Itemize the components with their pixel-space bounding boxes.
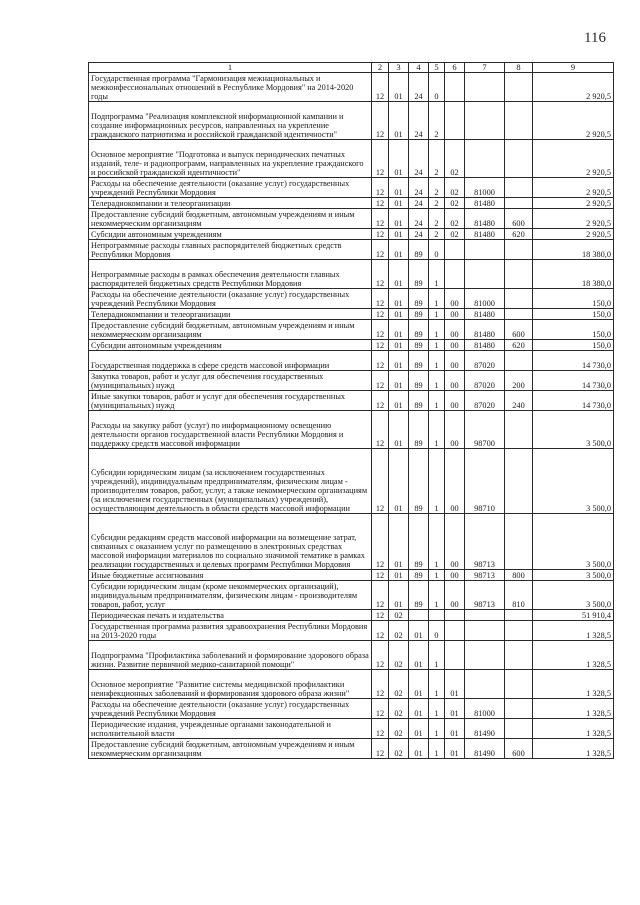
section-code-cell: 12 (372, 289, 389, 309)
section-code-cell: 12 (372, 209, 389, 229)
table-row (89, 739, 614, 759)
table-row (89, 610, 614, 621)
activity-code-cell: 00 (445, 570, 465, 581)
subprogram-code-cell: 2 (429, 102, 445, 140)
section-code-cell: 12 (372, 610, 389, 621)
amount-cell: 14 730,0 (533, 391, 614, 411)
direction-code-cell: 87020 (465, 371, 505, 391)
subsection-code-cell: 01 (389, 351, 409, 371)
expense-type-code-cell (505, 240, 533, 260)
expense-type-code-cell: 800 (505, 570, 533, 581)
subprogram-code-cell: 1 (429, 371, 445, 391)
section-code-cell: 12 (372, 719, 389, 739)
subprogram-code-cell: 1 (429, 641, 445, 670)
program-code-cell: 89 (409, 514, 429, 570)
program-code-cell: 24 (409, 209, 429, 229)
subprogram-code-cell: 0 (429, 240, 445, 260)
amount-cell: 3 500,0 (533, 570, 614, 581)
section-code-cell: 12 (372, 739, 389, 759)
expense-name-cell: Основное мероприятие "Подготовка и выпуск периодических печатных изданий, теле- и радиопрограмм, направленных на укрепление гражданского и российской гражданской идентичности" (89, 140, 372, 178)
activity-code-cell: 00 (445, 340, 465, 351)
table-row (89, 411, 614, 449)
column-header: 2 (372, 63, 389, 73)
amount-cell: 2 920,5 (533, 229, 614, 240)
amount-cell: 2 920,5 (533, 198, 614, 209)
expense-type-code-cell (505, 699, 533, 719)
program-code-cell: 89 (409, 391, 429, 411)
amount-cell: 3 500,0 (533, 411, 614, 449)
column-header: 8 (505, 63, 533, 73)
expense-name-cell: Субсидии юридическим лицам (за исключением государственных учреждений), индивидуальным предпринимателям, физическим лицам - производителям товаров, работ, услуг, а также некоммерческим организациям (за исключением государственных (муниципальных) учреждений), осуществляющим деятельность в области средств массовой информации (89, 449, 372, 514)
activity-code-cell (445, 260, 465, 289)
table-row (89, 670, 614, 699)
program-code-cell: 01 (409, 719, 429, 739)
table-row (89, 699, 614, 719)
subprogram-code-cell: 0 (429, 73, 445, 102)
table-row (89, 621, 614, 641)
section-code-cell: 12 (372, 140, 389, 178)
expense-type-code-cell (505, 289, 533, 309)
program-code-cell: 89 (409, 351, 429, 371)
column-header: 7 (465, 63, 505, 73)
subprogram-code-cell: 2 (429, 229, 445, 240)
program-code-cell: 89 (409, 309, 429, 320)
subprogram-code-cell: 1 (429, 739, 445, 759)
program-code-cell: 89 (409, 581, 429, 610)
direction-code-cell: 87020 (465, 351, 505, 371)
section-code-cell: 12 (372, 198, 389, 209)
expense-name-cell: Предоставление субсидий бюджетным, автономным учреждениям и иным некоммерческим организациям (89, 320, 372, 340)
direction-code-cell: 98713 (465, 570, 505, 581)
direction-code-cell: 81490 (465, 719, 505, 739)
subsection-code-cell: 01 (389, 581, 409, 610)
subprogram-code-cell: 1 (429, 309, 445, 320)
table-row (89, 570, 614, 581)
program-code-cell: 01 (409, 641, 429, 670)
program-code-cell: 01 (409, 739, 429, 759)
budget-table (88, 62, 614, 759)
expense-type-code-cell (505, 621, 533, 641)
column-header: 4 (409, 63, 429, 73)
direction-code-cell: 81480 (465, 229, 505, 240)
program-code-cell: 24 (409, 229, 429, 240)
expense-name-cell: Основное мероприятие "Развитие системы медицинской профилактики неинфекционных заболеваний и формирования здорового образа жизни" (89, 670, 372, 699)
program-code-cell: 01 (409, 621, 429, 641)
subprogram-code-cell: 1 (429, 699, 445, 719)
column-header: 5 (429, 63, 445, 73)
expense-type-code-cell: 600 (505, 739, 533, 759)
expense-name-cell: Предоставление субсидий бюджетным, автономным учреждениям и иным некоммерческим организациям (89, 739, 372, 759)
section-code-cell: 12 (372, 391, 389, 411)
section-code-cell: 12 (372, 340, 389, 351)
direction-code-cell (465, 260, 505, 289)
section-code-cell: 12 (372, 699, 389, 719)
subprogram-code-cell: 1 (429, 670, 445, 699)
subprogram-code-cell: 1 (429, 449, 445, 514)
subsection-code-cell: 01 (389, 371, 409, 391)
expense-name-cell: Субсидии редакциям средств массовой информации на возмещение затрат, связанных с оказанием услуг по размещению в электронных средствах массовой информации материалов по социально значимой тематике в рамках реализации государственных и целевых программ Республики Мордовия (89, 514, 372, 570)
column-header: 1 (89, 63, 372, 73)
amount-cell: 1 328,5 (533, 670, 614, 699)
column-header: 9 (533, 63, 614, 73)
direction-code-cell: 81480 (465, 320, 505, 340)
direction-code-cell (465, 621, 505, 641)
section-code-cell: 12 (372, 229, 389, 240)
subsection-code-cell: 02 (389, 739, 409, 759)
amount-cell: 1 328,5 (533, 621, 614, 641)
expense-type-code-cell (505, 178, 533, 198)
program-code-cell: 89 (409, 289, 429, 309)
section-code-cell: 12 (372, 371, 389, 391)
expense-type-code-cell (505, 198, 533, 209)
expense-name-cell: Расходы на обеспечение деятельности (оказание услуг) государственных учреждений Республики Мордовия (89, 178, 372, 198)
program-code-cell: 01 (409, 670, 429, 699)
activity-code-cell: 02 (445, 229, 465, 240)
expense-name-cell: Предоставление субсидий бюджетным, автономным учреждениям и иным некоммерческим организациям (89, 209, 372, 229)
expense-type-code-cell (505, 670, 533, 699)
section-code-cell: 12 (372, 178, 389, 198)
subsection-code-cell: 01 (389, 240, 409, 260)
expense-type-code-cell (505, 514, 533, 570)
amount-cell: 2 920,5 (533, 102, 614, 140)
subsection-code-cell: 01 (389, 260, 409, 289)
direction-code-cell: 81000 (465, 289, 505, 309)
activity-code-cell: 00 (445, 391, 465, 411)
section-code-cell: 12 (372, 449, 389, 514)
expense-type-code-cell: 600 (505, 320, 533, 340)
subprogram-code-cell (429, 610, 445, 621)
subsection-code-cell: 01 (389, 102, 409, 140)
subprogram-code-cell: 1 (429, 514, 445, 570)
program-code-cell: 89 (409, 411, 429, 449)
expense-name-cell: Субсидии автономным учреждениям (89, 229, 372, 240)
amount-cell: 3 500,0 (533, 581, 614, 610)
amount-cell: 1 328,5 (533, 719, 614, 739)
expense-type-code-cell (505, 351, 533, 371)
table-row (89, 351, 614, 371)
table-row (89, 289, 614, 309)
direction-code-cell: 81480 (465, 340, 505, 351)
activity-code-cell: 01 (445, 670, 465, 699)
expense-type-code-cell (505, 449, 533, 514)
program-code-cell: 24 (409, 73, 429, 102)
table-row (89, 309, 614, 320)
table-row (89, 229, 614, 240)
activity-code-cell: 00 (445, 411, 465, 449)
subsection-code-cell: 02 (389, 621, 409, 641)
expense-name-cell: Непрограммные расходы в рамках обеспечения деятельности главных распорядителей бюджетных средств Республики Мордовия (89, 260, 372, 289)
expense-type-code-cell: 620 (505, 229, 533, 240)
section-code-cell: 12 (372, 240, 389, 260)
activity-code-cell: 00 (445, 581, 465, 610)
table-row (89, 73, 614, 102)
activity-code-cell: 02 (445, 140, 465, 178)
direction-code-cell: 81000 (465, 178, 505, 198)
column-header: 6 (445, 63, 465, 73)
program-code-cell (409, 610, 429, 621)
table-row (89, 178, 614, 198)
direction-code-cell: 81000 (465, 699, 505, 719)
expense-type-code-cell: 600 (505, 209, 533, 229)
table-row (89, 140, 614, 178)
subsection-code-cell: 01 (389, 570, 409, 581)
table-row (89, 641, 614, 670)
subsection-code-cell: 01 (389, 514, 409, 570)
expense-type-code-cell (505, 140, 533, 178)
subprogram-code-cell: 1 (429, 570, 445, 581)
amount-cell: 2 920,5 (533, 178, 614, 198)
expense-name-cell: Расходы на закупку работ (услуг) по информационному освещению деятельности органов государственной власти Республики Мордовия и поддержку средств массовой информации (89, 411, 372, 449)
expense-type-code-cell (505, 411, 533, 449)
activity-code-cell: 02 (445, 178, 465, 198)
section-code-cell: 12 (372, 570, 389, 581)
expense-name-cell: Телерадиокомпании и телеорганизации (89, 198, 372, 209)
program-code-cell: 01 (409, 699, 429, 719)
subsection-code-cell: 02 (389, 699, 409, 719)
column-number-row (89, 63, 614, 73)
expense-name-cell: Государственная программа "Гармонизация межнациональных и межконфессиональных отношений в Республике Мордовия" на 2014-2020 годы (89, 73, 372, 102)
amount-cell: 1 328,5 (533, 739, 614, 759)
amount-cell: 2 920,5 (533, 73, 614, 102)
direction-code-cell: 98713 (465, 581, 505, 610)
amount-cell: 51 910,4 (533, 610, 614, 621)
subprogram-code-cell: 1 (429, 260, 445, 289)
amount-cell: 150,0 (533, 289, 614, 309)
expense-type-code-cell (505, 260, 533, 289)
expense-name-cell: Субсидии автономным учреждениям (89, 340, 372, 351)
subsection-code-cell: 01 (389, 289, 409, 309)
table-row (89, 340, 614, 351)
activity-code-cell (445, 610, 465, 621)
expense-type-code-cell (505, 73, 533, 102)
direction-code-cell: 81480 (465, 209, 505, 229)
subsection-code-cell: 01 (389, 209, 409, 229)
program-code-cell: 89 (409, 240, 429, 260)
program-code-cell: 89 (409, 371, 429, 391)
table-row (89, 514, 614, 570)
subsection-code-cell: 01 (389, 140, 409, 178)
section-code-cell: 12 (372, 320, 389, 340)
subprogram-code-cell: 1 (429, 340, 445, 351)
subsection-code-cell: 02 (389, 610, 409, 621)
expense-type-code-cell (505, 102, 533, 140)
expense-name-cell: Иные бюджетные ассигнования (89, 570, 372, 581)
section-code-cell: 12 (372, 621, 389, 641)
direction-code-cell (465, 140, 505, 178)
activity-code-cell: 00 (445, 371, 465, 391)
expense-type-code-cell (505, 309, 533, 320)
subsection-code-cell: 01 (389, 73, 409, 102)
activity-code-cell (445, 73, 465, 102)
program-code-cell: 89 (409, 449, 429, 514)
table-row (89, 198, 614, 209)
subsection-code-cell: 02 (389, 719, 409, 739)
expense-type-code-cell: 200 (505, 371, 533, 391)
direction-code-cell: 98700 (465, 411, 505, 449)
expense-name-cell: Расходы на обеспечение деятельности (оказание услуг) государственных учреждений Республики Мордовия (89, 289, 372, 309)
table-row (89, 371, 614, 391)
subprogram-code-cell: 2 (429, 178, 445, 198)
subprogram-code-cell: 1 (429, 351, 445, 371)
activity-code-cell (445, 641, 465, 670)
program-code-cell: 89 (409, 260, 429, 289)
direction-code-cell (465, 102, 505, 140)
direction-code-cell: 98713 (465, 514, 505, 570)
amount-cell: 14 730,0 (533, 371, 614, 391)
direction-code-cell: 87020 (465, 391, 505, 411)
direction-code-cell: 81480 (465, 309, 505, 320)
amount-cell: 150,0 (533, 320, 614, 340)
budget-table-body (89, 73, 614, 759)
expense-name-cell: Телерадиокомпании и телеорганизации (89, 309, 372, 320)
subprogram-code-cell: 1 (429, 719, 445, 739)
subsection-code-cell: 01 (389, 309, 409, 320)
amount-cell: 18 380,0 (533, 260, 614, 289)
subsection-code-cell: 01 (389, 449, 409, 514)
section-code-cell: 12 (372, 411, 389, 449)
section-code-cell: 12 (372, 581, 389, 610)
subsection-code-cell: 02 (389, 641, 409, 670)
expense-name-cell: Периодические издания, учрежденные органами законодательной и исполнительной власти (89, 719, 372, 739)
subprogram-code-cell: 1 (429, 581, 445, 610)
expense-type-code-cell: 240 (505, 391, 533, 411)
subsection-code-cell: 01 (389, 411, 409, 449)
section-code-cell: 12 (372, 309, 389, 320)
amount-cell: 2 920,5 (533, 209, 614, 229)
activity-code-cell: 02 (445, 198, 465, 209)
subsection-code-cell: 01 (389, 178, 409, 198)
amount-cell: 150,0 (533, 309, 614, 320)
amount-cell: 3 500,0 (533, 514, 614, 570)
activity-code-cell (445, 102, 465, 140)
direction-code-cell (465, 240, 505, 260)
table-row (89, 719, 614, 739)
amount-cell: 14 730,0 (533, 351, 614, 371)
activity-code-cell: 01 (445, 739, 465, 759)
expense-type-code-cell: 620 (505, 340, 533, 351)
column-header: 3 (389, 63, 409, 73)
expense-name-cell: Закупка товаров, работ и услуг для обеспечения государственных (муниципальных) нужд (89, 371, 372, 391)
expense-name-cell: Подпрограмма "Реализация комплексной информационной кампании и создание информационных ресурсов, направленных на укрепление гражданского патриотизма и российской гражданской идентичности" (89, 102, 372, 140)
activity-code-cell: 01 (445, 699, 465, 719)
subprogram-code-cell: 1 (429, 289, 445, 309)
amount-cell: 1 328,5 (533, 699, 614, 719)
activity-code-cell: 00 (445, 351, 465, 371)
subprogram-code-cell: 1 (429, 391, 445, 411)
table-row (89, 260, 614, 289)
expense-name-cell: Подпрограмма "Профилактика заболеваний и формирование здорового образа жизни. Развитие первичной медико-санитарной помощи" (89, 641, 372, 670)
subsection-code-cell: 01 (389, 198, 409, 209)
expense-type-code-cell (505, 641, 533, 670)
expense-name-cell: Государственная поддержка в сфере средств массовой информации (89, 351, 372, 371)
subprogram-code-cell: 2 (429, 209, 445, 229)
expense-name-cell: Субсидии юридическим лицам (кроме некоммерческих организаций), индивидуальным предпринимателям, физическим лицам - производителям товаров, работ, услуг (89, 581, 372, 610)
amount-cell: 3 500,0 (533, 449, 614, 514)
activity-code-cell (445, 240, 465, 260)
page-number: 116 (584, 30, 606, 46)
section-code-cell: 12 (372, 351, 389, 371)
activity-code-cell: 02 (445, 209, 465, 229)
section-code-cell: 12 (372, 260, 389, 289)
amount-cell: 2 920,5 (533, 140, 614, 178)
subsection-code-cell: 01 (389, 229, 409, 240)
subsection-code-cell: 01 (389, 391, 409, 411)
direction-code-cell: 81490 (465, 739, 505, 759)
section-code-cell: 12 (372, 670, 389, 699)
table-row (89, 209, 614, 229)
program-code-cell: 24 (409, 198, 429, 209)
direction-code-cell: 81480 (465, 198, 505, 209)
subsection-code-cell: 01 (389, 340, 409, 351)
activity-code-cell (445, 621, 465, 641)
table-row (89, 320, 614, 340)
activity-code-cell: 00 (445, 514, 465, 570)
direction-code-cell (465, 641, 505, 670)
subprogram-code-cell: 1 (429, 411, 445, 449)
table-row (89, 449, 614, 514)
direction-code-cell (465, 610, 505, 621)
activity-code-cell: 00 (445, 289, 465, 309)
expense-name-cell: Периодическая печать и издательства (89, 610, 372, 621)
section-code-cell: 12 (372, 641, 389, 670)
subprogram-code-cell: 0 (429, 621, 445, 641)
section-code-cell: 12 (372, 102, 389, 140)
expense-name-cell: Государственная программа развития здравоохранения Республики Мордовия на 2013-2020 годы (89, 621, 372, 641)
section-code-cell: 12 (372, 73, 389, 102)
table-row (89, 240, 614, 260)
direction-code-cell (465, 670, 505, 699)
activity-code-cell: 00 (445, 449, 465, 514)
subprogram-code-cell: 2 (429, 140, 445, 178)
direction-code-cell (465, 73, 505, 102)
section-code-cell: 12 (372, 514, 389, 570)
expense-name-cell: Непрограммные расходы главных распорядителей бюджетных средств Республики Мордовия (89, 240, 372, 260)
program-code-cell: 89 (409, 340, 429, 351)
program-code-cell: 24 (409, 140, 429, 178)
expense-type-code-cell: 810 (505, 581, 533, 610)
direction-code-cell: 98710 (465, 449, 505, 514)
amount-cell: 150,0 (533, 340, 614, 351)
activity-code-cell: 01 (445, 719, 465, 739)
program-code-cell: 24 (409, 178, 429, 198)
table-row (89, 581, 614, 610)
table-row (89, 102, 614, 140)
table-row (89, 391, 614, 411)
activity-code-cell: 00 (445, 320, 465, 340)
expense-type-code-cell (505, 610, 533, 621)
amount-cell: 1 328,5 (533, 641, 614, 670)
subprogram-code-cell: 2 (429, 198, 445, 209)
expense-name-cell: Расходы на обеспечение деятельности (оказание услуг) государственных учреждений Республики Мордовия (89, 699, 372, 719)
subsection-code-cell: 02 (389, 670, 409, 699)
amount-cell: 18 380,0 (533, 240, 614, 260)
program-code-cell: 89 (409, 570, 429, 581)
activity-code-cell: 00 (445, 309, 465, 320)
subsection-code-cell: 01 (389, 320, 409, 340)
expense-type-code-cell (505, 719, 533, 739)
subprogram-code-cell: 1 (429, 320, 445, 340)
expense-name-cell: Иные закупки товаров, работ и услуг для обеспечения государственных (муниципальных) нужд (89, 391, 372, 411)
program-code-cell: 89 (409, 320, 429, 340)
program-code-cell: 24 (409, 102, 429, 140)
